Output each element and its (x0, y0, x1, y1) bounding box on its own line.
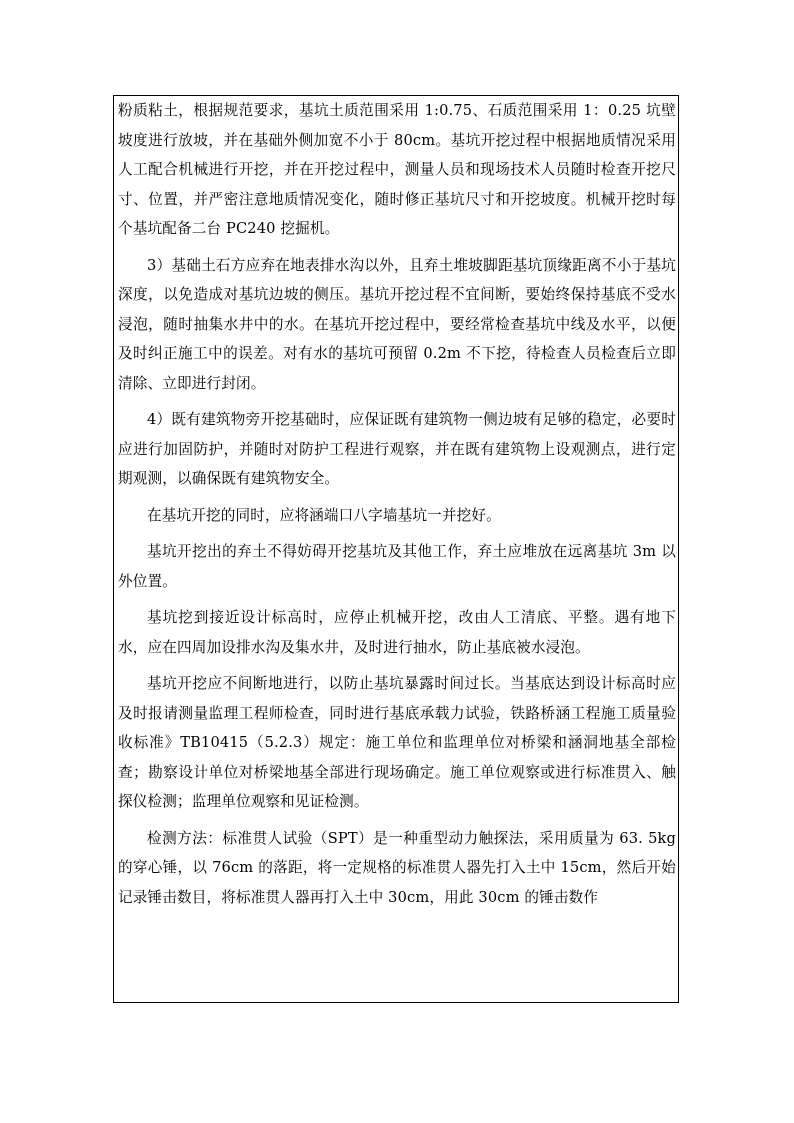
paragraph-inspection: 基坑开挖应不间断地进行，以防止基坑暴露时间过长。当基底达到设计标高时应及时报请测量监理工程师检查，同时进行基底承载力试验，铁路桥涵工程施工质量验收标准》TB10415（5.2.3）规定：施工单位和监理单位对桥梁和涵洞地基全部检查；勘察设计单位对桥梁地基全部进行现场确定。施工单位观察或进行标准贯入、触探仪检测；监理单位观察和见证检测。 (118, 675, 676, 810)
paragraph-excavation-slope: 粉质粘土，根据规范要求，基坑土质范围采用 1:0.75、石质范围采用 1：0.25 坑壁坡度进行放坡，并在基础外侧加宽不小于 80cm。基坑开挖过程中根据地质情况采用人工配合机械进行开挖，并在开挖过程中，测量人员和现场技术人员随时检查开挖尺寸、位置，并严密注意地质情况变化，随时修正基坑尺寸和开挖坡度。机械开挖时每个基坑配备二台 PC240 挖掘机。 (118, 102, 676, 237)
paragraph-spt-method: 检测方法：标准贯人试验（SPT）是一种重型动力触探法，采用质量为 63. 5kg 的穿心锤，以 76cm 的落距，将一定规格的标准贯人器先打入土中 15cm，然后开始记录锤击数目，将标准贯人器再打入土中 30cm，用此 30cm 的锤击数作 (118, 829, 676, 906)
paragraph-wing-wall-pit: 在基坑开挖的同时，应将涵端口八字墙基坑一并挖好。 (147, 506, 501, 524)
paragraph-manual-trimming: 基坑挖到接近设计标高时，应停止机械开挖，改由人工清底、平整。遇有地下水，应在四周加设排水沟及集水井，及时进行抽水，防止基底被水浸泡。 (118, 609, 676, 656)
paragraph-spoil-distance: 基坑开挖出的弃土不得妨碍开挖基坑及其他工作，弃土应堆放在远离基坑 3m 以外位置。 (118, 543, 676, 590)
document-frame (113, 95, 679, 1003)
paragraph-spoil-disposal: 3）基础土石方应弃在地表排水沟以外，且弃土堆坡脚距基坑顶缘距离不小于基坑深度，以免造成对基坑边坡的侧压。基坑开挖过程不宜间断，要始终保持基底不受水浸泡，随时抽集水井中的水。在基坑开挖过程中，要经常检查基坑中线及水平，以便及时纠正施工中的误差。对有水的基坑可预留 0.2m 不下挖，待检查人员检查后立即清除、立即进行封闭。 (118, 256, 676, 392)
paragraph-existing-buildings: 4）既有建筑物旁开挖基础时，应保证既有建筑物一侧边坡有足够的稳定，必要时应进行加固防护，并随时对防护工程进行观察，并在既有建筑物上设观测点，进行定期观测，以确保既有建筑物安全。 (118, 411, 676, 487)
document-body (118, 96, 676, 912)
